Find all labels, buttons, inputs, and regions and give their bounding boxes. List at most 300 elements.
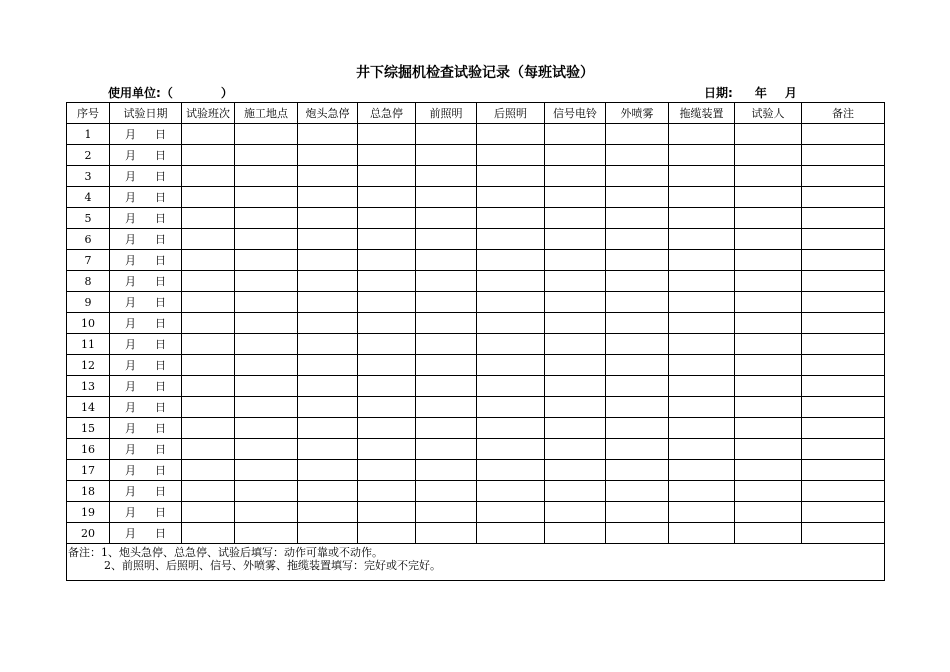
entry-cell[interactable] bbox=[477, 418, 545, 439]
entry-cell[interactable] bbox=[735, 439, 802, 460]
entry-cell[interactable] bbox=[298, 208, 358, 229]
entry-cell[interactable] bbox=[735, 187, 802, 208]
entry-cell[interactable] bbox=[545, 502, 606, 523]
entry-cell[interactable] bbox=[235, 376, 298, 397]
entry-cell[interactable] bbox=[735, 334, 802, 355]
row-number: 3 bbox=[67, 166, 110, 187]
table-row bbox=[67, 187, 885, 208]
entry-cell[interactable] bbox=[735, 460, 802, 481]
page-title: 井下综掘机检查试验记录（每班试验） bbox=[356, 65, 594, 81]
entry-cell[interactable] bbox=[235, 124, 298, 145]
entry-cell[interactable] bbox=[477, 397, 545, 418]
entry-cell[interactable] bbox=[235, 418, 298, 439]
entry-cell[interactable] bbox=[416, 376, 477, 397]
table-row bbox=[67, 418, 885, 439]
entry-cell[interactable] bbox=[477, 439, 545, 460]
entry-cell[interactable] bbox=[235, 313, 298, 334]
entry-cell[interactable] bbox=[182, 334, 235, 355]
entry-cell[interactable] bbox=[358, 334, 416, 355]
entry-cell[interactable] bbox=[477, 208, 545, 229]
entry-cell[interactable] bbox=[477, 166, 545, 187]
entry-cell[interactable] bbox=[298, 292, 358, 313]
entry-cell[interactable] bbox=[669, 376, 735, 397]
entry-cell[interactable] bbox=[182, 271, 235, 292]
entry-cell[interactable] bbox=[802, 187, 885, 208]
entry-cell[interactable] bbox=[477, 187, 545, 208]
entry-cell[interactable] bbox=[735, 355, 802, 376]
row-number: 18 bbox=[67, 481, 110, 502]
entry-cell[interactable] bbox=[735, 208, 802, 229]
remark-row bbox=[67, 544, 885, 581]
entry-cell[interactable] bbox=[298, 334, 358, 355]
entry-cell[interactable] bbox=[358, 208, 416, 229]
entry-cell[interactable] bbox=[545, 355, 606, 376]
entry-cell[interactable] bbox=[235, 334, 298, 355]
entry-cell[interactable] bbox=[358, 313, 416, 334]
day-marker: 日 bbox=[155, 316, 166, 330]
entry-cell[interactable] bbox=[735, 376, 802, 397]
entry-cell[interactable] bbox=[606, 292, 669, 313]
entry-cell[interactable] bbox=[298, 271, 358, 292]
month-marker: 月 bbox=[125, 190, 136, 204]
entry-cell[interactable] bbox=[545, 187, 606, 208]
entry-cell[interactable] bbox=[298, 502, 358, 523]
entry-cell[interactable] bbox=[735, 502, 802, 523]
entry-cell[interactable] bbox=[416, 208, 477, 229]
entry-cell[interactable] bbox=[802, 355, 885, 376]
entry-cell[interactable] bbox=[416, 313, 477, 334]
entry-cell[interactable] bbox=[182, 124, 235, 145]
entry-cell[interactable] bbox=[735, 418, 802, 439]
entry-cell[interactable] bbox=[182, 187, 235, 208]
column-header: 信号电铃 bbox=[545, 103, 606, 124]
entry-cell[interactable] bbox=[802, 439, 885, 460]
entry-cell[interactable] bbox=[477, 523, 545, 544]
entry-cell[interactable] bbox=[298, 229, 358, 250]
test-date-cell[interactable] bbox=[110, 208, 182, 229]
remark-line-2: 2、前照明、后照明、信号、外喷雾、拖缆装置填写：完好或不完好。 bbox=[104, 559, 441, 572]
entry-cell[interactable] bbox=[802, 418, 885, 439]
entry-cell[interactable] bbox=[477, 229, 545, 250]
entry-cell[interactable] bbox=[545, 439, 606, 460]
entry-cell[interactable] bbox=[235, 271, 298, 292]
test-date-cell[interactable] bbox=[110, 124, 182, 145]
entry-cell[interactable] bbox=[416, 439, 477, 460]
entry-cell[interactable] bbox=[606, 376, 669, 397]
month-marker: 月 bbox=[125, 421, 136, 435]
entry-cell[interactable] bbox=[358, 187, 416, 208]
entry-cell[interactable] bbox=[669, 523, 735, 544]
entry-cell[interactable] bbox=[358, 460, 416, 481]
test-date-cell[interactable] bbox=[110, 229, 182, 250]
column-header: 外喷雾 bbox=[606, 103, 669, 124]
entry-cell[interactable] bbox=[802, 250, 885, 271]
table-row bbox=[67, 460, 885, 481]
entry-cell[interactable] bbox=[735, 271, 802, 292]
entry-cell[interactable] bbox=[358, 376, 416, 397]
entry-cell[interactable] bbox=[416, 145, 477, 166]
entry-cell[interactable] bbox=[545, 334, 606, 355]
test-date-cell[interactable] bbox=[110, 187, 182, 208]
entry-cell[interactable] bbox=[477, 313, 545, 334]
day-marker: 日 bbox=[155, 358, 166, 372]
entry-cell[interactable] bbox=[545, 313, 606, 334]
row-number: 4 bbox=[67, 187, 110, 208]
entry-cell[interactable] bbox=[606, 502, 669, 523]
month-marker: 月 bbox=[125, 379, 136, 393]
entry-cell[interactable] bbox=[735, 397, 802, 418]
day-marker: 日 bbox=[155, 253, 166, 267]
entry-cell[interactable] bbox=[358, 523, 416, 544]
test-date-cell[interactable] bbox=[110, 439, 182, 460]
entry-cell[interactable] bbox=[606, 208, 669, 229]
month-marker: 月 bbox=[125, 442, 136, 456]
test-date-cell[interactable] bbox=[110, 502, 182, 523]
entry-cell[interactable] bbox=[669, 355, 735, 376]
test-date-cell[interactable] bbox=[110, 523, 182, 544]
entry-cell[interactable] bbox=[735, 145, 802, 166]
entry-cell[interactable] bbox=[298, 481, 358, 502]
entry-cell[interactable] bbox=[235, 145, 298, 166]
entry-cell[interactable] bbox=[416, 523, 477, 544]
entry-cell[interactable] bbox=[606, 166, 669, 187]
day-marker: 日 bbox=[155, 337, 166, 351]
entry-cell[interactable] bbox=[416, 124, 477, 145]
table-row bbox=[67, 208, 885, 229]
column-header: 总急停 bbox=[358, 103, 416, 124]
test-date-cell[interactable] bbox=[110, 166, 182, 187]
entry-cell[interactable] bbox=[182, 208, 235, 229]
month-label: 月 bbox=[784, 86, 797, 100]
entry-cell[interactable] bbox=[235, 523, 298, 544]
entry-cell[interactable] bbox=[416, 355, 477, 376]
entry-cell[interactable] bbox=[298, 376, 358, 397]
entry-cell[interactable] bbox=[235, 250, 298, 271]
test-date-cell[interactable] bbox=[110, 250, 182, 271]
entry-cell[interactable] bbox=[802, 271, 885, 292]
entry-cell[interactable] bbox=[182, 502, 235, 523]
entry-cell[interactable] bbox=[802, 145, 885, 166]
entry-cell[interactable] bbox=[358, 418, 416, 439]
entry-cell[interactable] bbox=[358, 250, 416, 271]
entry-cell[interactable] bbox=[298, 124, 358, 145]
table-row bbox=[67, 250, 885, 271]
entry-cell[interactable] bbox=[606, 229, 669, 250]
entry-cell[interactable] bbox=[182, 313, 235, 334]
entry-cell[interactable] bbox=[416, 250, 477, 271]
entry-cell[interactable] bbox=[182, 229, 235, 250]
entry-cell[interactable] bbox=[545, 124, 606, 145]
entry-cell[interactable] bbox=[802, 166, 885, 187]
entry-cell[interactable] bbox=[416, 334, 477, 355]
entry-cell[interactable] bbox=[358, 145, 416, 166]
entry-cell[interactable] bbox=[298, 145, 358, 166]
entry-cell[interactable] bbox=[606, 334, 669, 355]
entry-cell[interactable] bbox=[606, 145, 669, 166]
month-marker: 月 bbox=[125, 232, 136, 246]
day-marker: 日 bbox=[155, 148, 166, 162]
test-date-cell[interactable] bbox=[110, 292, 182, 313]
column-header: 试验人 bbox=[735, 103, 802, 124]
entry-cell[interactable] bbox=[802, 376, 885, 397]
month-marker: 月 bbox=[125, 169, 136, 183]
entry-cell[interactable] bbox=[235, 187, 298, 208]
entry-cell[interactable] bbox=[298, 523, 358, 544]
entry-cell[interactable] bbox=[669, 502, 735, 523]
entry-cell[interactable] bbox=[669, 313, 735, 334]
month-marker: 月 bbox=[125, 274, 136, 288]
entry-cell[interactable] bbox=[735, 313, 802, 334]
entry-cell[interactable] bbox=[606, 439, 669, 460]
entry-cell[interactable] bbox=[669, 208, 735, 229]
entry-cell[interactable] bbox=[298, 355, 358, 376]
entry-cell[interactable] bbox=[606, 397, 669, 418]
entry-cell[interactable] bbox=[545, 460, 606, 481]
entry-cell[interactable] bbox=[606, 481, 669, 502]
entry-cell[interactable] bbox=[182, 250, 235, 271]
entry-cell[interactable] bbox=[802, 481, 885, 502]
entry-cell[interactable] bbox=[477, 502, 545, 523]
entry-cell[interactable] bbox=[358, 166, 416, 187]
entry-cell[interactable] bbox=[802, 124, 885, 145]
entry-cell[interactable] bbox=[358, 229, 416, 250]
entry-cell[interactable] bbox=[416, 166, 477, 187]
entry-cell[interactable] bbox=[802, 292, 885, 313]
test-date-cell[interactable] bbox=[110, 334, 182, 355]
test-date-cell[interactable] bbox=[110, 145, 182, 166]
test-date-cell[interactable] bbox=[110, 481, 182, 502]
unit-open-paren: （ bbox=[160, 86, 173, 100]
entry-cell[interactable] bbox=[358, 439, 416, 460]
entry-cell[interactable] bbox=[545, 481, 606, 502]
entry-cell[interactable] bbox=[802, 502, 885, 523]
entry-cell[interactable] bbox=[416, 460, 477, 481]
entry-cell[interactable] bbox=[669, 418, 735, 439]
entry-cell[interactable] bbox=[735, 124, 802, 145]
entry-cell[interactable] bbox=[802, 523, 885, 544]
entry-cell[interactable] bbox=[735, 166, 802, 187]
entry-cell[interactable] bbox=[182, 481, 235, 502]
year-label: 年 bbox=[754, 86, 767, 100]
entry-cell[interactable] bbox=[235, 481, 298, 502]
entry-cell[interactable] bbox=[235, 397, 298, 418]
row-number: 10 bbox=[67, 313, 110, 334]
day-marker: 日 bbox=[155, 127, 166, 141]
entry-cell[interactable] bbox=[669, 124, 735, 145]
entry-cell[interactable] bbox=[735, 481, 802, 502]
entry-cell[interactable] bbox=[358, 397, 416, 418]
entry-cell[interactable] bbox=[416, 418, 477, 439]
month-marker: 月 bbox=[125, 253, 136, 267]
month-marker: 月 bbox=[125, 526, 136, 540]
entry-cell[interactable] bbox=[477, 460, 545, 481]
entry-cell[interactable] bbox=[182, 523, 235, 544]
entry-cell[interactable] bbox=[298, 313, 358, 334]
entry-cell[interactable] bbox=[545, 229, 606, 250]
entry-cell[interactable] bbox=[669, 292, 735, 313]
entry-cell[interactable] bbox=[477, 271, 545, 292]
entry-cell[interactable] bbox=[545, 397, 606, 418]
entry-cell[interactable] bbox=[606, 313, 669, 334]
entry-cell[interactable] bbox=[358, 502, 416, 523]
entry-cell[interactable] bbox=[669, 460, 735, 481]
entry-cell[interactable] bbox=[802, 208, 885, 229]
test-date-cell[interactable] bbox=[110, 397, 182, 418]
entry-cell[interactable] bbox=[545, 376, 606, 397]
entry-cell[interactable] bbox=[416, 229, 477, 250]
day-marker: 日 bbox=[155, 484, 166, 498]
entry-cell[interactable] bbox=[235, 439, 298, 460]
month-marker: 月 bbox=[125, 127, 136, 141]
entry-cell[interactable] bbox=[669, 271, 735, 292]
entry-cell[interactable] bbox=[669, 187, 735, 208]
entry-cell[interactable] bbox=[298, 397, 358, 418]
entry-cell[interactable] bbox=[545, 292, 606, 313]
row-number: 20 bbox=[67, 523, 110, 544]
entry-cell[interactable] bbox=[182, 145, 235, 166]
entry-cell[interactable] bbox=[298, 418, 358, 439]
test-date-cell[interactable] bbox=[110, 313, 182, 334]
entry-cell[interactable] bbox=[606, 124, 669, 145]
row-number: 11 bbox=[67, 334, 110, 355]
row-number: 14 bbox=[67, 397, 110, 418]
entry-cell[interactable] bbox=[669, 481, 735, 502]
test-date-cell[interactable] bbox=[110, 460, 182, 481]
entry-cell[interactable] bbox=[802, 334, 885, 355]
entry-cell[interactable] bbox=[298, 439, 358, 460]
entry-cell[interactable] bbox=[545, 271, 606, 292]
entry-cell[interactable] bbox=[235, 460, 298, 481]
row-number: 7 bbox=[67, 250, 110, 271]
test-date-cell[interactable] bbox=[110, 271, 182, 292]
test-date-cell[interactable] bbox=[110, 376, 182, 397]
day-marker: 日 bbox=[155, 232, 166, 246]
entry-cell[interactable] bbox=[477, 292, 545, 313]
entry-cell[interactable] bbox=[416, 271, 477, 292]
day-marker: 日 bbox=[155, 211, 166, 225]
entry-cell[interactable] bbox=[545, 145, 606, 166]
entry-cell[interactable] bbox=[298, 187, 358, 208]
entry-cell[interactable] bbox=[802, 313, 885, 334]
entry-cell[interactable] bbox=[235, 208, 298, 229]
entry-cell[interactable] bbox=[416, 481, 477, 502]
entry-cell[interactable] bbox=[358, 124, 416, 145]
entry-cell[interactable] bbox=[358, 271, 416, 292]
entry-cell[interactable] bbox=[802, 397, 885, 418]
entry-cell[interactable] bbox=[235, 229, 298, 250]
entry-cell[interactable] bbox=[735, 229, 802, 250]
entry-cell[interactable] bbox=[606, 418, 669, 439]
entry-cell[interactable] bbox=[298, 166, 358, 187]
entry-cell[interactable] bbox=[545, 250, 606, 271]
entry-cell[interactable] bbox=[416, 292, 477, 313]
month-marker: 月 bbox=[125, 337, 136, 351]
entry-cell[interactable] bbox=[182, 376, 235, 397]
entry-cell[interactable] bbox=[416, 502, 477, 523]
entry-cell[interactable] bbox=[606, 271, 669, 292]
entry-cell[interactable] bbox=[606, 250, 669, 271]
entry-cell[interactable] bbox=[606, 355, 669, 376]
entry-cell[interactable] bbox=[606, 460, 669, 481]
entry-cell[interactable] bbox=[669, 166, 735, 187]
entry-cell[interactable] bbox=[606, 187, 669, 208]
table-row bbox=[67, 166, 885, 187]
entry-cell[interactable] bbox=[802, 460, 885, 481]
test-date-cell[interactable] bbox=[110, 355, 182, 376]
entry-cell[interactable] bbox=[416, 397, 477, 418]
month-marker: 月 bbox=[125, 295, 136, 309]
entry-cell[interactable] bbox=[477, 334, 545, 355]
column-header: 试验班次 bbox=[182, 103, 235, 124]
entry-cell[interactable] bbox=[477, 145, 545, 166]
entry-cell[interactable] bbox=[298, 460, 358, 481]
entry-cell[interactable] bbox=[669, 439, 735, 460]
entry-cell[interactable] bbox=[669, 145, 735, 166]
date-field bbox=[704, 84, 797, 101]
entry-cell[interactable] bbox=[358, 481, 416, 502]
entry-cell[interactable] bbox=[735, 523, 802, 544]
entry-cell[interactable] bbox=[669, 334, 735, 355]
entry-cell[interactable] bbox=[235, 502, 298, 523]
entry-cell[interactable] bbox=[669, 229, 735, 250]
entry-cell[interactable] bbox=[545, 418, 606, 439]
entry-cell[interactable] bbox=[182, 397, 235, 418]
entry-cell[interactable] bbox=[182, 418, 235, 439]
table-row bbox=[67, 313, 885, 334]
entry-cell[interactable] bbox=[477, 250, 545, 271]
entry-cell[interactable] bbox=[545, 166, 606, 187]
entry-cell[interactable] bbox=[235, 292, 298, 313]
entry-cell[interactable] bbox=[477, 355, 545, 376]
inspection-record-table bbox=[66, 102, 885, 581]
entry-cell[interactable] bbox=[477, 481, 545, 502]
entry-cell[interactable] bbox=[298, 250, 358, 271]
entry-cell[interactable] bbox=[477, 376, 545, 397]
entry-cell[interactable] bbox=[416, 187, 477, 208]
entry-cell[interactable] bbox=[182, 166, 235, 187]
entry-cell[interactable] bbox=[182, 355, 235, 376]
entry-cell[interactable] bbox=[182, 460, 235, 481]
entry-cell[interactable] bbox=[802, 229, 885, 250]
day-marker: 日 bbox=[155, 400, 166, 414]
day-marker: 日 bbox=[155, 274, 166, 288]
month-marker: 月 bbox=[125, 148, 136, 162]
entry-cell[interactable] bbox=[606, 523, 669, 544]
entry-cell[interactable] bbox=[669, 397, 735, 418]
entry-cell[interactable] bbox=[545, 523, 606, 544]
test-date-cell[interactable] bbox=[110, 418, 182, 439]
month-marker: 月 bbox=[125, 358, 136, 372]
entry-cell[interactable] bbox=[235, 166, 298, 187]
entry-cell[interactable] bbox=[358, 292, 416, 313]
day-marker: 日 bbox=[155, 463, 166, 477]
entry-cell[interactable] bbox=[182, 439, 235, 460]
entry-cell[interactable] bbox=[358, 355, 416, 376]
entry-cell[interactable] bbox=[735, 250, 802, 271]
entry-cell[interactable] bbox=[182, 292, 235, 313]
entry-cell[interactable] bbox=[235, 355, 298, 376]
entry-cell[interactable] bbox=[477, 124, 545, 145]
entry-cell[interactable] bbox=[735, 292, 802, 313]
day-marker: 日 bbox=[155, 295, 166, 309]
column-header: 备注 bbox=[802, 103, 885, 124]
entry-cell[interactable] bbox=[669, 250, 735, 271]
row-number: 2 bbox=[67, 145, 110, 166]
row-number: 19 bbox=[67, 502, 110, 523]
entry-cell[interactable] bbox=[545, 208, 606, 229]
table-row bbox=[67, 271, 885, 292]
row-number: 6 bbox=[67, 229, 110, 250]
